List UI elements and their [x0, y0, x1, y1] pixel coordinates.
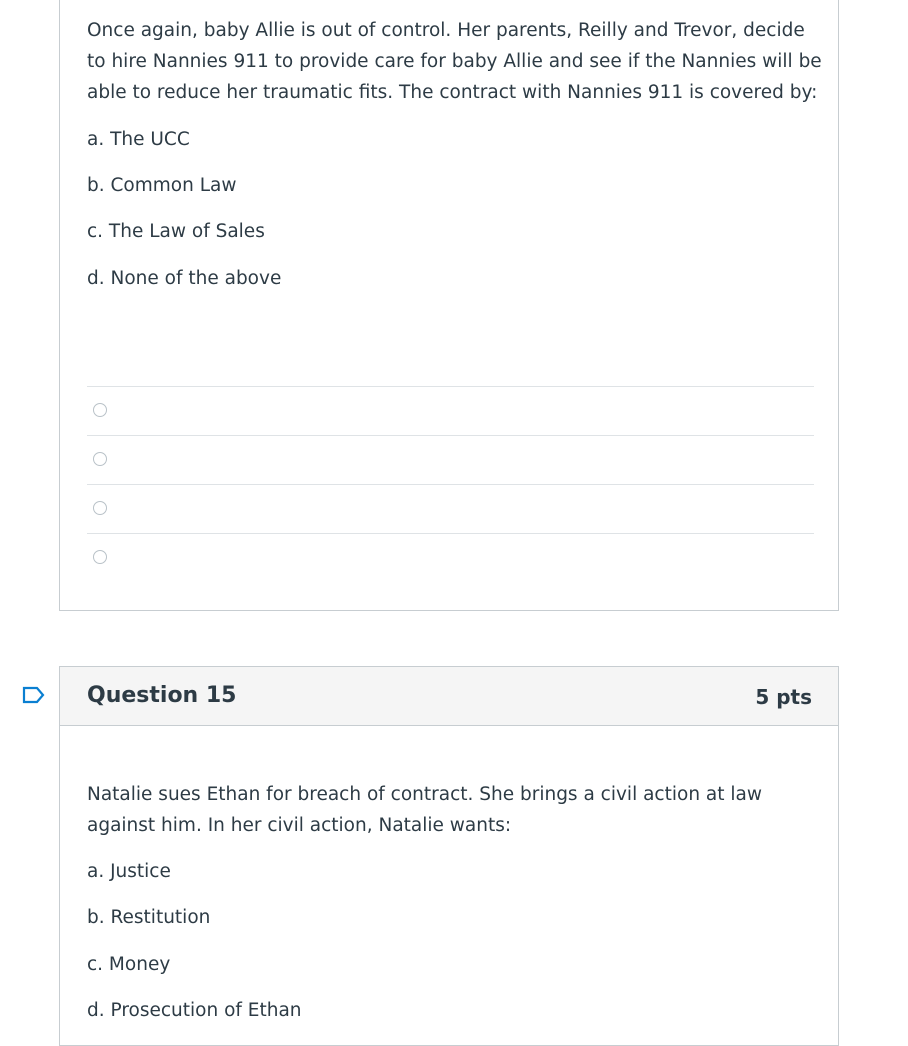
question-15-option-a: a. Justice — [87, 861, 171, 882]
question-15-option-c: c. Money — [87, 954, 171, 975]
question-15-option-d: d. Prosecution of Ethan — [87, 1000, 302, 1021]
question-14-option-b: b. Common Law — [87, 175, 237, 196]
question-14-option-c: c. The Law of Sales — [87, 221, 265, 242]
question-14-panel — [59, 0, 839, 611]
answer-row[interactable] — [87, 484, 814, 533]
answer-row[interactable] — [87, 386, 814, 435]
question-header — [60, 667, 838, 726]
question-14-text: Once again, baby Allie is out of control. Her parents, Reilly and Trevor, decide to hire Nannies 911 to provide care for baby Allie and see if the Nannies will be able to reduce her traumatic fits. The contract with Nannies 911 is covered by: — [87, 20, 822, 103]
answer-choices — [87, 386, 814, 582]
question-15-panel — [59, 666, 839, 1046]
answer-row[interactable] — [87, 435, 814, 484]
flag-question-icon[interactable] — [22, 686, 46, 704]
question-title: Question 15 — [87, 683, 237, 708]
question-15-text: Natalie sues Ethan for breach of contract. She brings a civil action at law against him. In her civil action, Natalie wants: — [87, 784, 762, 836]
radio-button[interactable] — [93, 550, 107, 564]
question-14-option-a: a. The UCC — [87, 129, 190, 150]
radio-button[interactable] — [93, 403, 107, 417]
question-points: 5 pts — [755, 685, 812, 709]
question-15-option-b: b. Restitution — [87, 907, 211, 928]
radio-button[interactable] — [93, 452, 107, 466]
answer-row[interactable] — [87, 533, 814, 582]
radio-button[interactable] — [93, 501, 107, 515]
question-14-option-d: d. None of the above — [87, 268, 282, 289]
